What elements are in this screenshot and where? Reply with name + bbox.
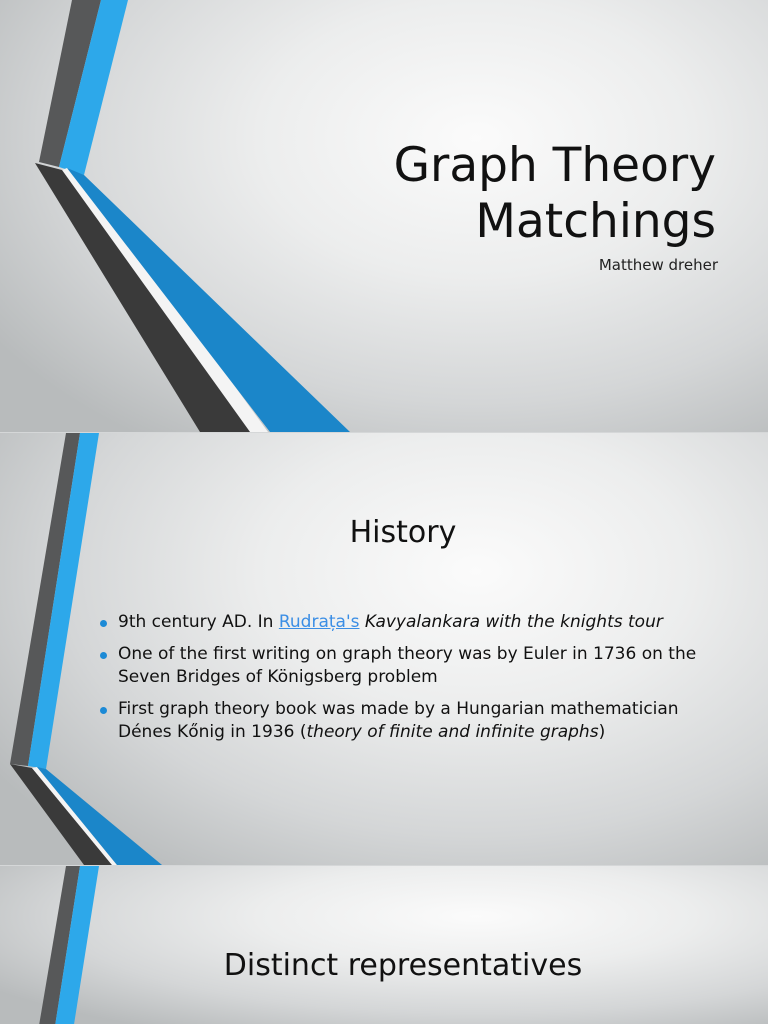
- title-line-2: Matchings: [475, 194, 716, 249]
- title-slide: [0, 0, 768, 432]
- bullet-text: First graph theory book was made by a Hungarian mathematician Dénes Kőnig in 1936 (: [118, 699, 679, 742]
- bullet-text: 9th century AD. In: [118, 612, 279, 632]
- history-slide: [0, 433, 768, 865]
- bullet-italic-text: theory of finite and infinite graphs: [306, 722, 599, 742]
- bullet-icon: [100, 620, 107, 627]
- bullet-text: One of the first writing on graph theory was by Euler in 1736 on the Seven Bridges of Königsberg problem: [118, 644, 697, 687]
- rudrata-link[interactable]: Rudrața's: [278, 612, 360, 632]
- bullet-suffix-text: ): [598, 722, 606, 742]
- bullet-italic-text: Kavyalankara with the knights tour: [364, 612, 663, 632]
- slide-title: Distinct representatives: [223, 948, 583, 983]
- slide-title: History: [349, 515, 457, 550]
- ribbon-decoration: [0, 866, 768, 1024]
- title-line-1: Graph Theory: [393, 138, 716, 193]
- author-subtitle: Matthew dreher: [598, 256, 718, 274]
- distinct-representatives-slide: [0, 866, 768, 1024]
- list-item: [99, 698, 719, 744]
- bullet-icon: [100, 707, 107, 714]
- list-item: [99, 643, 719, 689]
- list-item: [99, 611, 719, 634]
- presentation-title: [394, 138, 716, 250]
- bullet-icon: [100, 652, 107, 659]
- bullet-list: [99, 611, 719, 753]
